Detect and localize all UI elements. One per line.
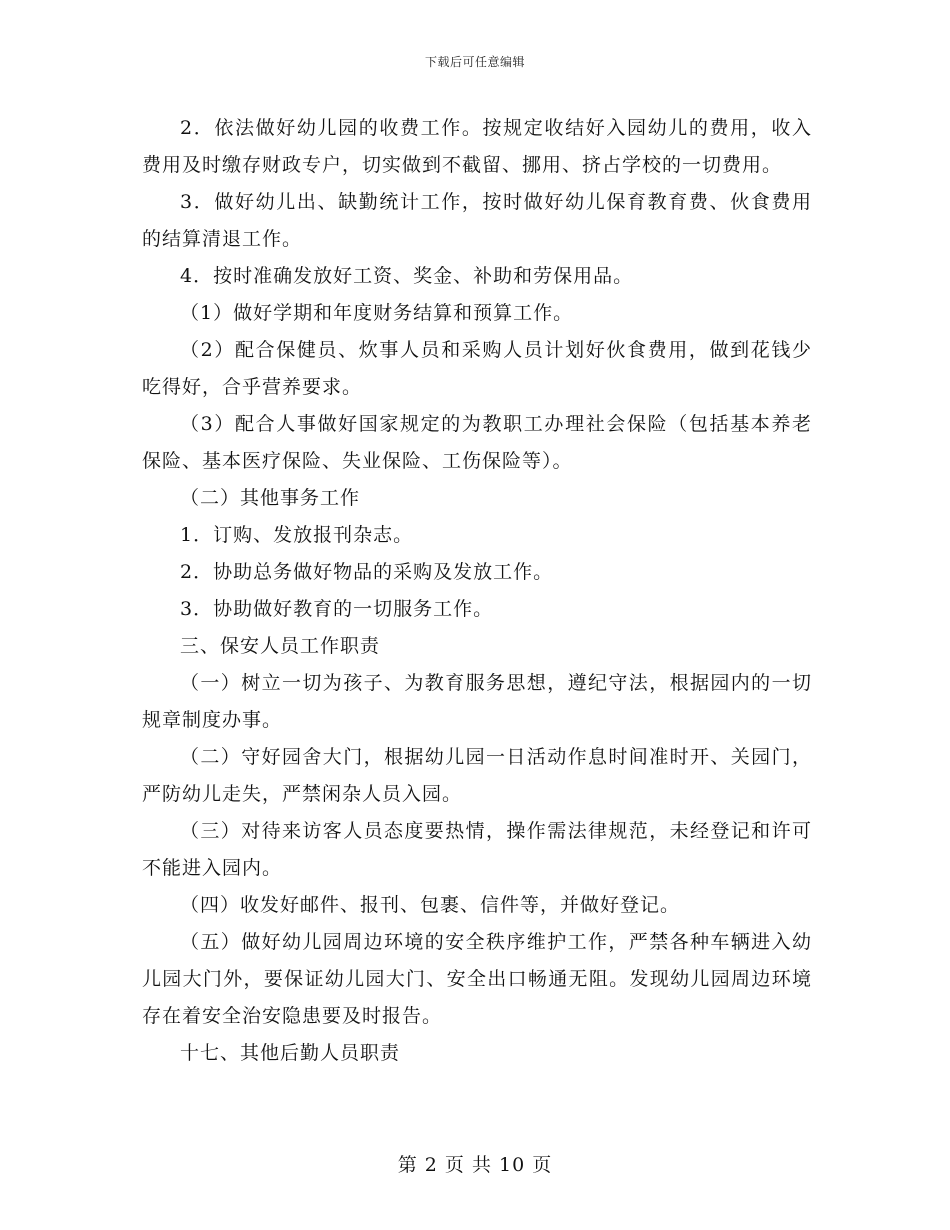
- paragraph: 1．订购、发放报刊杂志。: [180, 524, 414, 546]
- document-body: [142, 110, 812, 1072]
- paragraph: （2）配合保健员、炊事人员和采购人员计划好伙食费用，做到花钱少吃得好，合乎营养要求。: [142, 339, 812, 398]
- section-heading: （二）其他事务工作: [180, 487, 361, 509]
- paragraph: （五）做好幼儿园周边环境的安全秩序维护工作，严禁各种车辆进入幼儿园大门外，要保证幼儿园大门、安全出口畅通无阻。发现幼儿园周边环境存在着安全治安隐患要及时报告。: [142, 931, 812, 1027]
- paragraph: 3．做好幼儿出、缺勤统计工作，按时做好幼儿保育教育费、伙食费用的结算清退工作。: [142, 191, 812, 250]
- paragraph: （四）收发好邮件、报刊、包裹、信件等，并做好登记。: [180, 894, 681, 916]
- page-number-footer: 第 2 页 共 10 页: [397, 1154, 553, 1176]
- paragraph: 4．按时准确发放好工资、奖金、补助和劳保用品。: [180, 265, 634, 287]
- page-header-note: 下载后可任意编辑: [424, 55, 525, 69]
- paragraph: （二）守好园舍大门，根据幼儿园一日活动作息时间准时开、关园门，严防幼儿走失，严禁闲杂人员入园。: [142, 746, 812, 805]
- paragraph: 2．协助总务做好物品的采购及发放工作。: [180, 561, 554, 583]
- paragraph: 3．协助做好教育的一切服务工作。: [180, 598, 494, 620]
- paragraph: （一）树立一切为孩子、为教育服务思想，遵纪守法，根据园内的一切规章制度办事。: [142, 672, 812, 731]
- section-heading: 十七、其他后勤人员职责: [180, 1042, 401, 1064]
- paragraph: （3）配合人事做好国家规定的为教职工办理社会保险（包括基本养老保险、基本医疗保险、失业保险、工伤保险等）。: [142, 413, 812, 472]
- paragraph: 2．依法做好幼儿园的收费工作。按规定收结好入园幼儿的费用，收入费用及时缴存财政专户，切实做到不截留、挪用、挤占学校的一切费用。: [142, 117, 812, 176]
- section-heading: 三、保安人员工作职责: [180, 635, 381, 657]
- paragraph: （三）对待来访客人员态度要热情，操作需法律规范，未经登记和许可不能进入园内。: [142, 820, 812, 879]
- paragraph: （1）做好学期和年度财务结算和预算工作。: [180, 302, 574, 324]
